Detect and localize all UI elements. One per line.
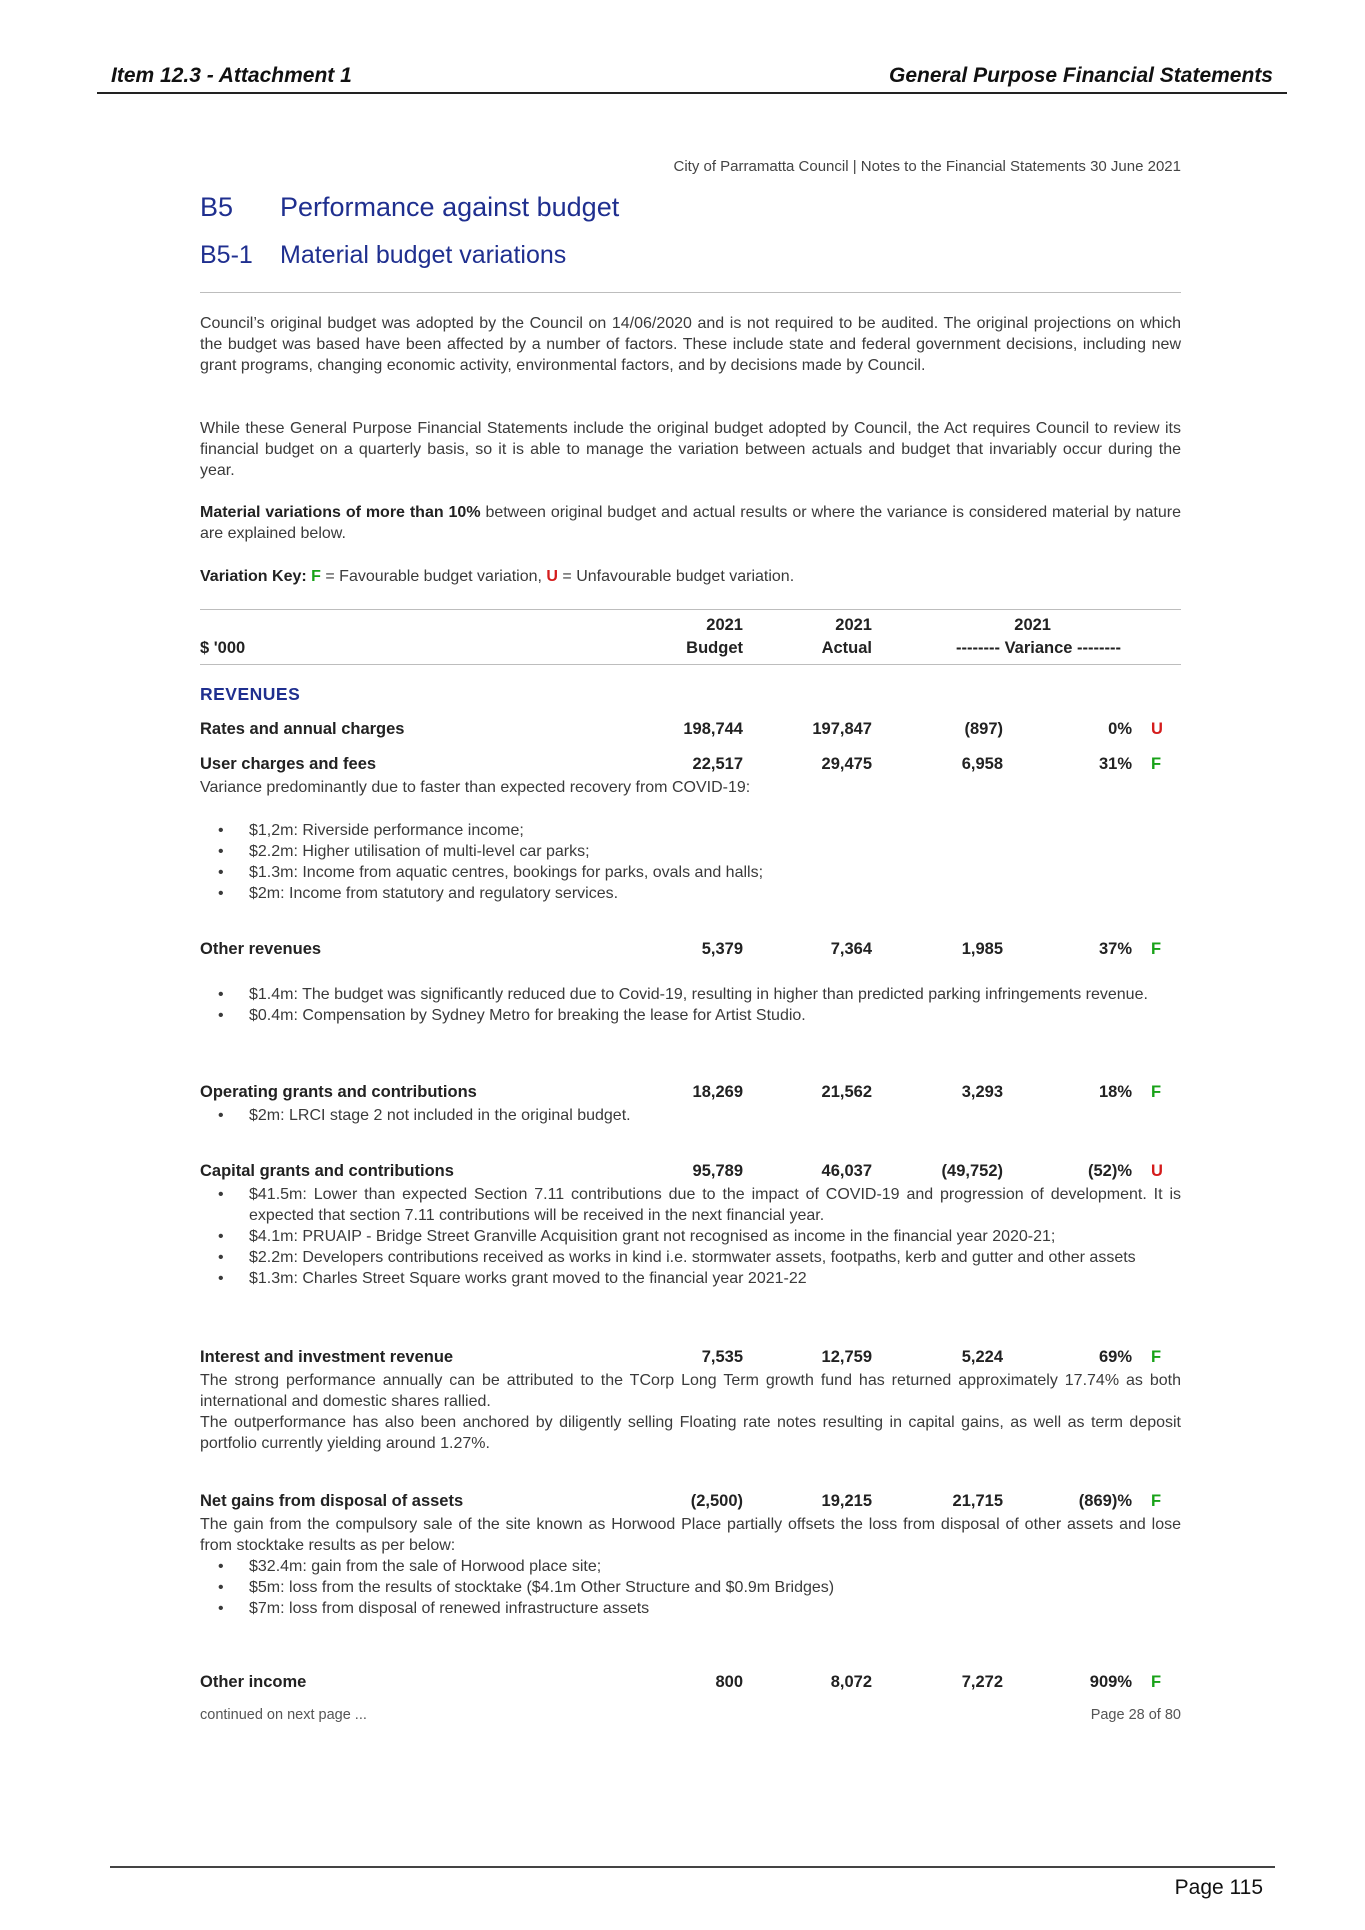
variation-key-label: Variation Key: [200,568,307,585]
actual-value: 8,072 [830,1673,872,1691]
budget-value: 18,269 [692,1083,743,1101]
divider [200,292,1181,293]
variance-value: 6,958 [961,755,1003,773]
table-header-rule [200,664,1181,665]
variance-percent: (869)% [1078,1492,1132,1510]
variance-percent: 0% [1108,720,1132,738]
variation-key-badge: F [1151,1348,1162,1366]
variance-note: The strong performance annually can be attributed to the TCorp Long Term growth fund has returned approximately 17.74% as both international and domestic shares rallied. [200,1372,1181,1410]
material-variations-text: between original budget and actual results or where the variance is considered material by nature are explained below. [200,504,1181,542]
row-label: Other income [200,1673,307,1691]
variation-key-badge: F [1151,940,1162,958]
list-item: • $7m: loss from disposal of renewed infrastructure assets [200,1598,1181,1619]
favourable-key: F [311,568,321,585]
actual-column-header: Actual [821,639,872,657]
budget-column-header: Budget [686,639,743,657]
row-label: Rates and annual charges [200,720,405,738]
actual-value: 7,364 [830,940,872,958]
list-item: • $5m: loss from the results of stocktake ($4.1m Other Structure and $0.9m Bridges) [200,1577,1181,1598]
budget-value: (2,500) [690,1492,743,1510]
row-label: Operating grants and contributions [200,1083,477,1101]
subsection-title: Material budget variations [280,241,567,269]
variance-bullet-list [200,1184,1181,1289]
budget-value: 95,789 [692,1162,743,1180]
variance-note: The gain from the compulsory sale of the site known as Horwood Place partially offsets the loss from disposal of other assets and lose from stocktake results as per below: [200,1516,1181,1554]
list-item: • $32.4m: gain from the sale of Horwood place site; [200,1556,1181,1577]
variation-key-badge: F [1151,1673,1162,1691]
table-top-rule [200,609,1181,610]
table-row [200,720,1181,744]
actual-value: 29,475 [821,755,872,773]
variance-percent: (52)% [1087,1162,1132,1180]
variance-value: (897) [964,720,1003,738]
row-label: User charges and fees [200,755,377,773]
running-head: City of Parramatta Council | Notes to the Financial Statements 30 June 2021 [673,158,1181,175]
row-label: Interest and investment revenue [200,1348,454,1366]
material-variations-paragraph [200,502,1181,544]
variance-value: 1,985 [961,940,1003,958]
agenda-page-number: Page 115 [1174,1876,1263,1899]
actual-year: 2021 [835,616,872,634]
variation-key-badge: U [1151,1162,1163,1180]
variance-bullet-list [200,1556,1181,1619]
variance-note: Variance predominantly due to faster than expected recovery from COVID-19: [200,779,751,796]
list-item: • $0.4m: Compensation by Sydney Metro for breaking the lease for Artist Studio. [200,1005,1181,1026]
row-label: Net gains from disposal of assets [200,1492,464,1510]
list-item: • $2m: Income from statutory and regulatory services. [200,883,1181,904]
table-row [200,1492,1181,1516]
variance-value: 5,224 [961,1348,1003,1366]
unfavourable-key-text: = Unfavourable budget variation. [557,568,795,585]
table-row [200,755,1181,779]
variance-note: The outperformance has also been anchored by diligently selling Floating rate notes resulting in capital gains, as well as term deposit portfolio currently yielding around 1.27%. [200,1414,1181,1452]
list-item: • $1.3m: Income from aquatic centres, bookings for parks, ovals and halls; [200,862,1181,883]
variance-value: 3,293 [961,1083,1003,1101]
statement-page-number: Page 28 of 80 [1090,1707,1181,1723]
actual-value: 21,562 [821,1083,872,1101]
variance-bullet-list [200,820,1181,904]
variance-bullet-list [200,1105,1181,1126]
list-item: • $41.5m: Lower than expected Section 7.11 contributions due to the impact of COVID-19 and progression of development. It is expected that section 7.11 contributions will be received in the next financial year. [200,1184,1181,1226]
budget-value: 198,744 [683,720,743,738]
variance-value: 21,715 [952,1492,1003,1510]
favourable-key-text: = Favourable budget variation, [320,568,547,585]
table-row [200,1673,1181,1697]
table-row [200,940,1181,964]
subsection-number: B5-1 [200,241,253,269]
table-row [200,1348,1181,1372]
table-header-labels [200,639,1181,663]
actual-value: 46,037 [821,1162,872,1180]
section-title: Performance against budget [280,192,620,222]
actual-value: 197,847 [812,720,872,738]
section-heading [200,192,619,223]
revenues-heading: REVENUES [200,684,301,704]
variation-key-badge: F [1151,1492,1162,1510]
attachment-header-bar [97,62,1287,94]
variance-percent: 69% [1098,1348,1132,1366]
list-item: • $1,2m: Riverside performance income; [200,820,1181,841]
variance-percent: 909% [1089,1673,1132,1691]
table-header-years [200,616,1181,640]
table-row [200,1162,1181,1186]
unfavourable-key: U [546,568,558,585]
row-label: Capital grants and contributions [200,1162,454,1180]
subsection-heading [200,241,566,270]
budget-value: 800 [715,1673,743,1691]
budget-value: 5,379 [701,940,743,958]
footer-rule [110,1866,1275,1868]
budget-value: 22,517 [692,755,743,773]
budget-value: 7,535 [701,1348,743,1366]
variance-percent: 18% [1098,1083,1132,1101]
attachment-label: Item 12.3 - Attachment 1 [111,64,352,87]
unit-label: $ '000 [200,639,246,657]
intro-paragraph: Council’s original budget was adopted by the Council on 14/06/2020 and is not required to be audited. The original projections on which the budget was based have been affected by a number of factors. These include state and federal government decisions, including new grant programs, changing economic activity, environmental factors, and by decisions made by Council. [200,315,1181,374]
list-item: • $4.1m: PRUAIP - Bridge Street Granville Acquisition grant not recognised as income in the financial year 2020-21; [200,1226,1181,1247]
budget-year: 2021 [706,616,743,634]
intro-paragraph: While these General Purpose Financial Statements include the original budget adopted by Council, the Act requires Council to review its financial budget on a quarterly basis, so it is able to manage the variation between actuals and budget that invariably occur during the year. [200,420,1181,479]
material-variations-bold: Material variations of more than 10% [200,504,481,521]
actual-value: 12,759 [821,1348,872,1366]
list-item: • $2.2m: Higher utilisation of multi-level car parks; [200,841,1181,862]
variation-key-badge: F [1151,1083,1162,1101]
variation-key [200,566,1181,587]
variance-bullet-list [200,984,1181,1026]
document-title: General Purpose Financial Statements [889,64,1273,87]
continued-note: continued on next page ... [200,1707,367,1723]
table-row [200,1083,1181,1107]
variance-percent: 37% [1098,940,1132,958]
variation-key-badge: U [1151,720,1163,738]
list-item: • $2m: LRCI stage 2 not included in the original budget. [200,1105,1181,1126]
actual-value: 19,215 [821,1492,872,1510]
variance-value: 7,272 [961,1673,1003,1691]
variance-percent: 31% [1098,755,1132,773]
variance-year: 2021 [1014,616,1051,634]
variance-value: (49,752) [941,1162,1003,1180]
list-item: • $2.2m: Developers contributions received as works in kind i.e. stormwater assets, footpaths, kerb and gutter and other assets [200,1247,1181,1268]
section-number: B5 [200,192,234,222]
list-item: • $1.3m: Charles Street Square works grant moved to the financial year 2021-22 [200,1268,1181,1289]
list-item: • $1.4m: The budget was significantly reduced due to Covid-19, resulting in higher than predicted parking infringements revenue. [200,984,1181,1005]
variance-column-header: -------- Variance -------- [956,639,1121,657]
variation-key-badge: F [1151,755,1162,773]
row-label: Other revenues [200,940,322,958]
